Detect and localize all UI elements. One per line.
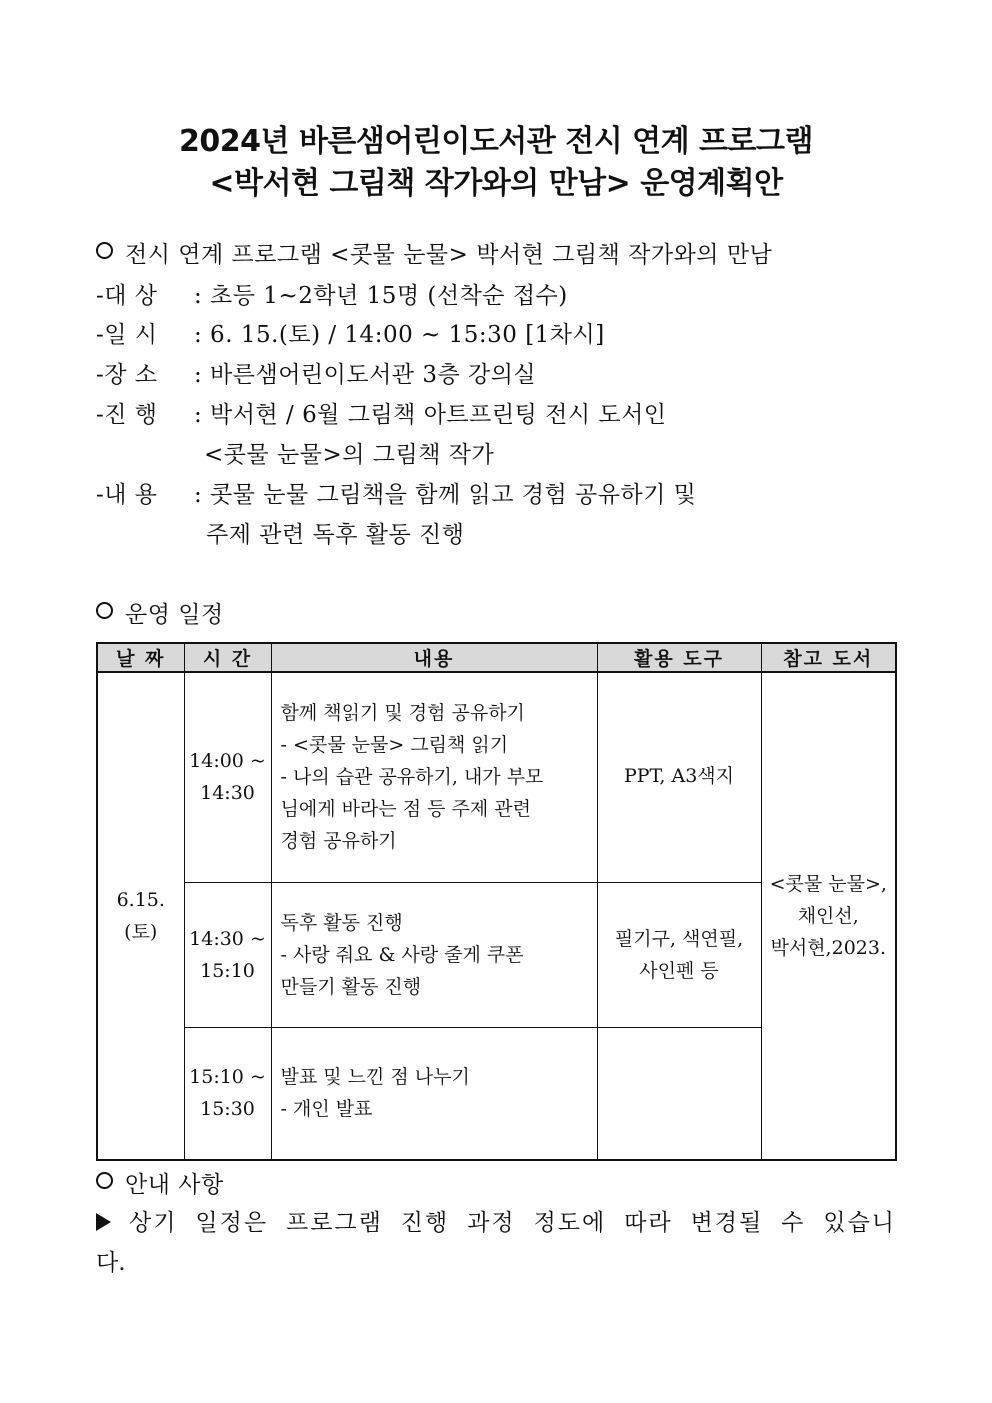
document-title-line1: 2024년 바른샘어린이도서관 전시 연계 프로그램 — [179, 124, 813, 159]
info-label: -장 소 — [96, 362, 158, 388]
info-item-host — [96, 396, 667, 429]
time-cell — [184, 672, 271, 882]
schedule-table — [96, 642, 897, 1161]
info-item-content-cont — [96, 516, 464, 549]
date-cell — [97, 672, 184, 1160]
triangle-bullet-icon — [96, 1213, 111, 1231]
info-value: <콧물 눈물>의 그림책 작가 — [204, 442, 495, 468]
header-reference: 참고 도서 — [761, 643, 896, 672]
content-cell — [271, 882, 597, 1027]
circle-bullet-icon — [96, 1172, 113, 1189]
content-line: - 사랑 줘요 & 사랑 줄게 쿠폰 — [280, 943, 524, 966]
info-label: -진 행 — [96, 402, 158, 428]
info-value: : 6. 15.(토) / 14:00 ~ 15:30 [1차시] — [194, 322, 605, 348]
overview-heading-text: 전시 연계 프로그램 <콧물 눈물> 박서현 그림책 작가와의 만남 — [125, 242, 773, 268]
time-line: 14:30 — [200, 782, 255, 805]
circle-bullet-icon — [96, 602, 113, 619]
notice-heading — [96, 1166, 224, 1199]
reference-line: 채인선, — [797, 905, 859, 927]
tools-line: PPT, A3색지 — [623, 765, 735, 787]
content-line: 님에게 바라는 점 등 주제 관련 — [280, 798, 531, 821]
info-label: -내 용 — [96, 482, 158, 508]
info-value: : 콧물 눈물 그림책을 함께 읽고 경험 공유하기 및 — [194, 482, 697, 508]
info-item-datetime — [96, 316, 605, 349]
info-item-host-cont — [96, 436, 494, 469]
info-value: 주제 관련 독후 활동 진행 — [206, 522, 465, 548]
time-line: 15:10 ~ — [189, 1066, 266, 1089]
time-line: 14:30 ~ — [189, 927, 266, 950]
header-date: 날 짜 — [97, 643, 184, 672]
content-line: - <콧물 눈물> 그림책 읽기 — [280, 734, 509, 757]
overview-heading — [96, 236, 772, 269]
info-label: -대 상 — [96, 283, 158, 309]
info-item-place — [96, 356, 536, 389]
info-value: : 박서현 / 6월 그림책 아트프린팅 전시 도서인 — [194, 402, 667, 428]
content-line: 독후 활동 진행 — [280, 911, 403, 934]
info-value: : 바른샘어린이도서관 3층 강의실 — [194, 362, 537, 388]
info-label: -일 시 — [96, 322, 158, 348]
header-time: 시 간 — [184, 643, 271, 672]
notice-text2: 다. — [96, 1250, 126, 1276]
circle-bullet-icon — [96, 242, 113, 259]
info-item-content — [96, 476, 696, 509]
time-line: 14:00 ~ — [189, 750, 266, 773]
reference-cell — [761, 672, 896, 1160]
tools-line: 사인펜 등 — [639, 959, 719, 982]
reference-line: 박서현,2023. — [770, 937, 886, 959]
time-line: 15:10 — [200, 959, 255, 982]
content-line: - 개인 발표 — [280, 1098, 373, 1121]
schedule-heading-text: 운영 일정 — [125, 602, 224, 628]
tools-cell — [597, 672, 761, 882]
table-header-row — [97, 643, 896, 672]
notice-line1 — [96, 1204, 896, 1237]
header-content: 내용 — [271, 643, 597, 672]
notice-heading-text: 안내 사항 — [125, 1172, 224, 1198]
date-line: (토) — [124, 921, 158, 943]
time-cell — [184, 1027, 271, 1160]
content-cell — [271, 672, 597, 882]
tools-cell — [597, 1027, 761, 1160]
date-line: 6.15. — [116, 889, 165, 911]
content-line: 함께 책읽기 및 경험 공유하기 — [280, 702, 525, 725]
schedule-heading — [96, 596, 224, 629]
info-item-target — [96, 277, 568, 310]
content-line: 만들기 활동 진행 — [280, 975, 422, 998]
header-tools: 활용 도구 — [597, 643, 761, 672]
content-line: 경험 공유하기 — [280, 830, 397, 853]
table-row — [97, 672, 896, 882]
notice-text1: 상기 일정은 프로그램 진행 과정 정도에 따라 변경될 수 있습니 — [129, 1210, 896, 1236]
tools-line: 필기구, 색연필, — [614, 927, 744, 950]
info-value: : 초등 1~2학년 15명 (선착순 접수) — [194, 283, 568, 309]
reference-line: <콧물 눈물>, — [769, 873, 887, 895]
content-line: - 나의 습관 공유하기, 내가 부모 — [280, 766, 544, 789]
time-cell — [184, 882, 271, 1027]
document-title-line2: <박서현 그림책 작가와의 만남> 운영계획안 — [209, 166, 783, 201]
content-cell — [271, 1027, 597, 1160]
content-line: 발표 및 느낀 점 나누기 — [280, 1066, 470, 1089]
time-line: 15:30 — [200, 1098, 255, 1121]
tools-cell — [597, 882, 761, 1027]
